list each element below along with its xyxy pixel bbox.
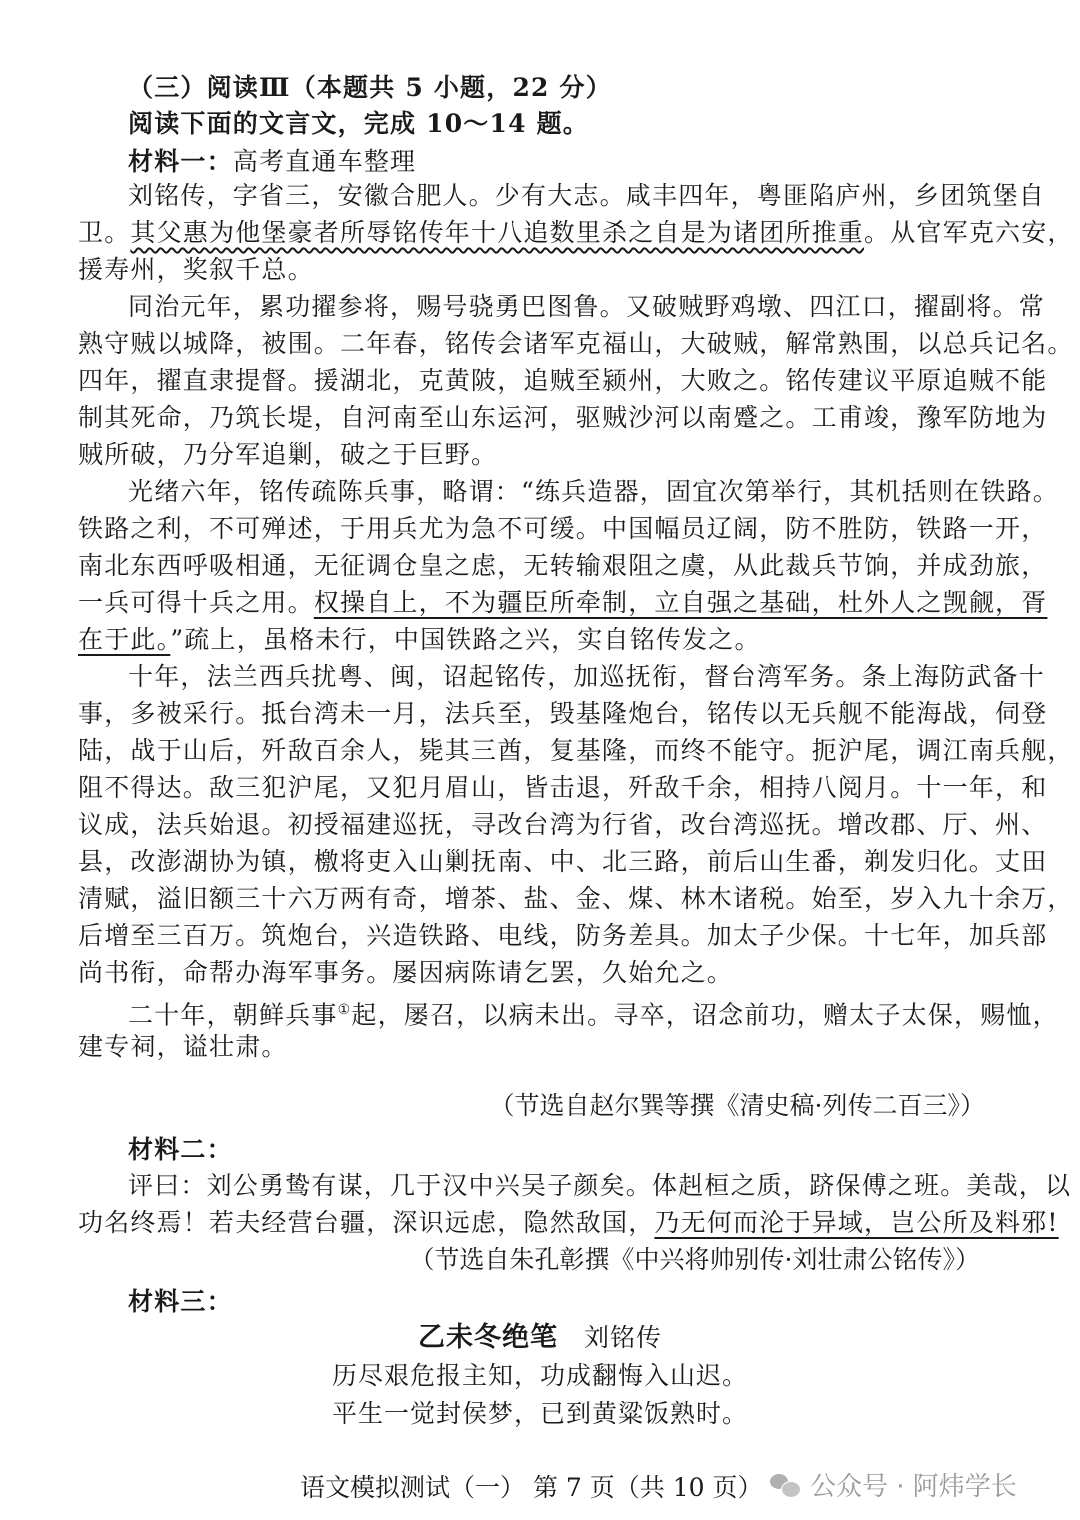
watermark bbox=[770, 1466, 1017, 1503]
underlined-sentence: 权操自上，不为疆臣所牵制，立自强之基础，杜外人之觊觎，胥 bbox=[313, 588, 1048, 617]
text-line: 清赋，溢旧额三十六万两有奇，增茶、盐、金、煤、林木诸税。始至，岁入九十余万， bbox=[78, 884, 1074, 913]
text-line: 援寿州，奖叙千总。 bbox=[78, 255, 314, 284]
material2-label: 材料二： bbox=[128, 1135, 233, 1164]
text-line: 熟守贼以城降，被围。二年春，铭传会诸军克福山，大破贼，解常熟围，以总兵记名。 bbox=[78, 329, 1074, 358]
text-line: 刘铭传，字省三，安徽合肥人。少有大志。咸丰四年，粤匪陷庐州，乡团筑堡自 bbox=[128, 181, 1046, 210]
instruction: 阅读下面的文言文，完成 10～14 题。 bbox=[128, 109, 589, 138]
text-line bbox=[78, 583, 1047, 623]
text-span: 起，屡召，以病未出。寻卒，诏念前功，赠太子太保，赐恤， bbox=[351, 1000, 1059, 1030]
text-span: 卫。 bbox=[78, 218, 131, 247]
text-line: 事，多被采行。抵台湾未一月，法兵至，毁基隆炮台，铭传以无兵舰不能海战，伺登 bbox=[78, 699, 1048, 728]
material1-citation: （节选自赵尔巽等撰《清史稿·列传二百三》） bbox=[489, 1091, 985, 1120]
text-line: 评曰：刘公勇鸷有谋，几于汉中兴吴子颜矣。体赳桓之质，跻保傅之班。美哉，以 bbox=[128, 1171, 1072, 1200]
text-span: 二十年，朝鲜兵事 bbox=[128, 1000, 338, 1030]
text-line: 制其死命，乃筑长堤，自河南至山东运河，驱贼沙河以南蹙之。工甫竣，豫军防地为 bbox=[78, 403, 1048, 432]
text-span: ”疏上，虽格未行，中国铁路之兴，实自铭传发之。 bbox=[170, 625, 761, 654]
text-span: 功名终焉！若夫经营台疆，深识远虑，隐然敌国， bbox=[78, 1208, 655, 1237]
footnote-marker: ① bbox=[337, 1002, 352, 1018]
poem-line: 平生一觉封侯梦，已到黄粱饭熟时。 bbox=[331, 1399, 748, 1428]
text-line: 光绪六年，铭传疏陈兵事，略谓：“练兵造器，固宜次第举行，其机括则在铁路。 bbox=[128, 477, 1059, 506]
text-line: 后增至三百万。筑炮台，兴造铁路、电线，防务差具。加太子少保。十七年，加兵部 bbox=[78, 921, 1048, 950]
text-line: 议成，法兵始退。初授福建巡抚，寻改台湾为行省，改台湾巡抚。增改郡、厅、州、 bbox=[78, 810, 1048, 839]
text-line: 四年，擢直隶提督。援湖北，克黄陂，追贼至颍州，大败之。铭传建议平原追贼不能 bbox=[78, 366, 1048, 395]
text-line: 阻不得达。敌三犯沪尾，又犯月眉山，皆击退，歼敌千余，相持八阅月。十一年，和 bbox=[78, 773, 1048, 802]
material1-source-note: 高考直通车整理 bbox=[232, 147, 417, 176]
wavy-underlined-sentence: 其父惠为他堡豪者所辱铭传年十八追数里杀之自是为诸团所推重 bbox=[130, 218, 865, 247]
material1-label: 材料一： bbox=[128, 147, 233, 176]
underlined-sentence: 乃无何而沦于异域，岂公所及料邪! bbox=[654, 1208, 1059, 1237]
text-line: 十年，法兰西兵扰粤、闽，诏起铭传，加巡抚衔，督台湾军务。条上海防武备十 bbox=[128, 662, 1046, 691]
text-line: 陆，战于山后，歼敌百余人，毙其三酋，复基隆，而终不能守。扼沪尾，调江南兵舰， bbox=[78, 736, 1074, 765]
text-line: 南北东西呼吸相通，无征调仓皇之虑，无转输艰阻之虞，从此裁兵节饷，并成劲旅， bbox=[78, 551, 1048, 580]
text-line: 铁路之利，不可殚述，于用兵尤为急不可缓。中国幅员辽阔，防不胜防，铁路一开， bbox=[78, 514, 1048, 543]
text-span: 。从官军克六安， bbox=[864, 218, 1074, 247]
text-line bbox=[78, 1203, 1059, 1243]
section-heading: （三）阅读Ⅲ（本题共 5 小题，22 分） bbox=[128, 73, 612, 102]
wechat-icon bbox=[770, 1472, 800, 1498]
material3-label: 材料三： bbox=[128, 1287, 233, 1316]
text-line: 同治元年，累功擢参将，赐号骁勇巴图鲁。又破贼野鸡墩、四江口，擢副将。常 bbox=[128, 292, 1046, 321]
text-line: 县，改澎湖协为镇，檄将吏入山剿抚南、中、北三路，前后山生番，剃发归化。丈田 bbox=[78, 847, 1048, 876]
poem-author: 刘铭传 bbox=[583, 1323, 662, 1352]
underlined-sentence: 在于此。 bbox=[78, 625, 171, 654]
watermark-text: 公众号 · 阿炜学长 bbox=[810, 1472, 1017, 1502]
text-line: 建专祠，谥壮肃。 bbox=[78, 1032, 288, 1061]
text-line bbox=[78, 620, 761, 660]
poem-line: 历尽艰危报主知，功成翻悔入山迟。 bbox=[331, 1361, 748, 1390]
text-line: 贼所破，乃分军追剿，破之于巨野。 bbox=[78, 440, 498, 469]
poem-title: 乙未冬绝笔 bbox=[417, 1322, 558, 1353]
page-footer: 语文模拟测试（一） 第 7 页（共 10 页） bbox=[300, 1473, 763, 1502]
poem-heading bbox=[0, 1318, 1080, 1358]
text-line bbox=[78, 213, 1074, 253]
material2-citation: （节选自朱孔彰撰《中兴将帅别传·刘壮肃公铭传》） bbox=[409, 1245, 980, 1274]
text-line: 尚书衔，命帮办海军事务。屡因病陈请乞罢，久始允之。 bbox=[78, 958, 734, 987]
text-span: 一兵可得十兵之用。 bbox=[78, 588, 314, 617]
